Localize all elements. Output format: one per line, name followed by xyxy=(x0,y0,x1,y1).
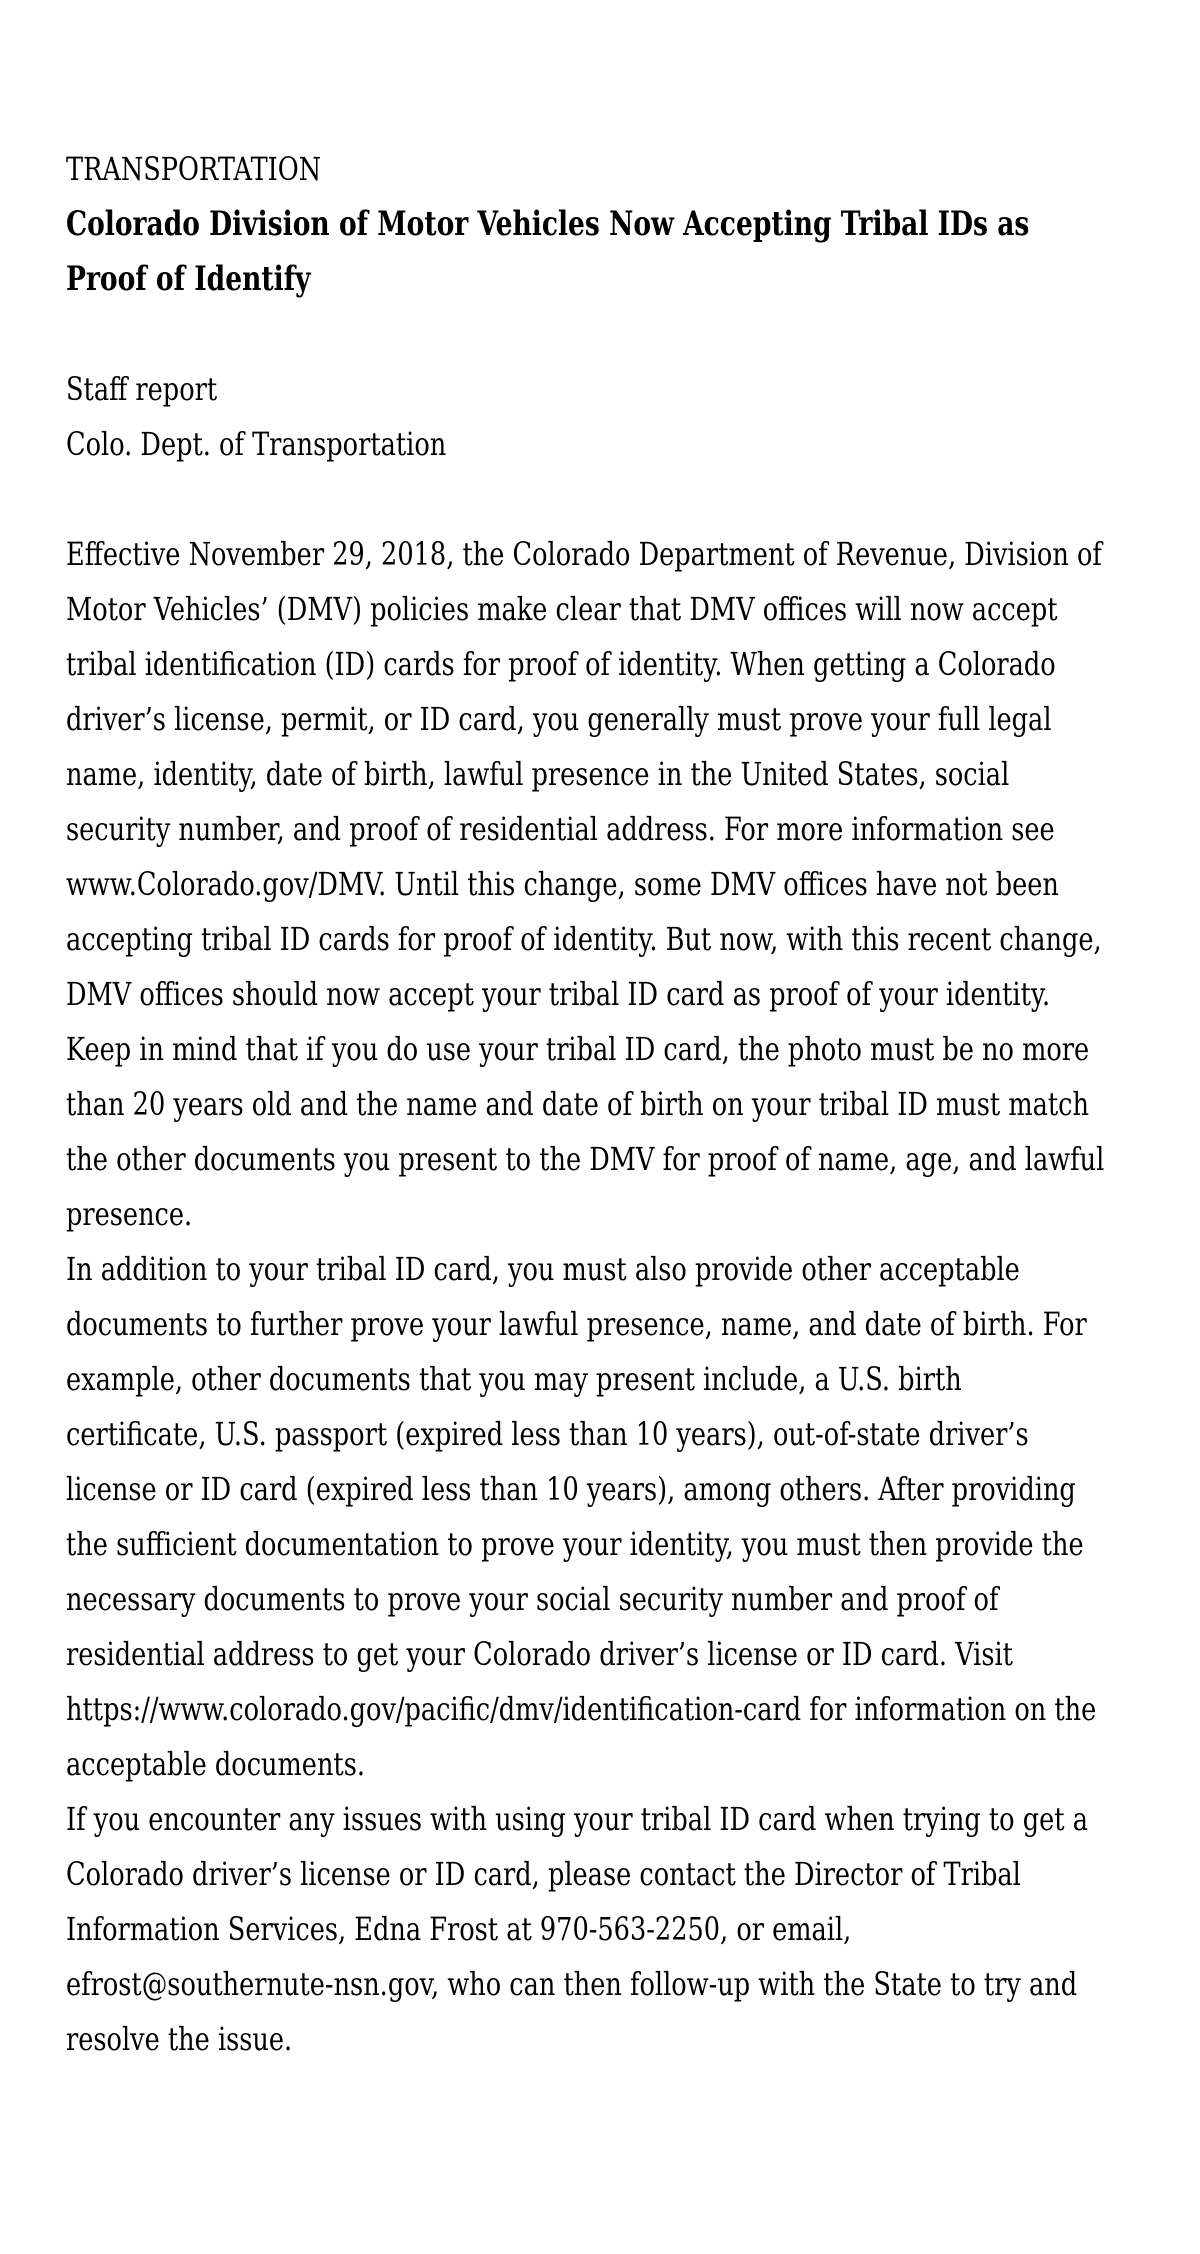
body-paragraph: In addition to your tribal ID card, you must also provide other acceptable documents to further prove your lawful presence, name, and date of birth. For example, other documents that you may present include, a U.S. birth certificate, U.S. passport (expired less than 10 years), out-of-state driver’s license or ID card (expired less than 10 years), among others. After providing the sufficient documentation to prove your identity, you must then provide the necessary documents to prove your social security number and proof of residential address to get your Colorado driver’s license or ID card. Visit https://www.colorado.gov/pacific/dmv/identification-card for information on the acceptable documents. xyxy=(66,1250,1097,1783)
byline-author: Staff report xyxy=(66,370,218,408)
byline-organization: Colo. Dept. of Transportation xyxy=(66,425,447,463)
section-label: TRANSPORTATION xyxy=(66,150,322,188)
body-paragraph: If you encounter any issues with using your tribal ID card when trying to get a Colorado driver’s license or ID card, please contact the Director of Tribal Information Services, Edna Frost at 970-563-2250, or email, efrost@southernute-nsn.gov, who can then follow-up with the State to try and resolve the issue. xyxy=(66,1800,1088,2058)
byline xyxy=(66,362,1106,472)
article-headline: Colorado Division of Motor Vehicles Now Accepting Tribal IDs as Proof of Identify xyxy=(66,204,1030,299)
article xyxy=(66,142,1106,2067)
body-paragraph: Effective November 29, 2018, the Colorado Department of Revenue, Division of Motor Vehicles’ (DMV) policies make clear that DMV offices will now accept tribal identification (ID) cards for proof of identity. When getting a Colorado driver’s license, permit, or ID card, you generally must prove your full legal name, identity, date of birth, lawful presence in the United States, social security number, and proof of residential address. For more information see www.Colorado.gov/DMV. Until this change, some DMV offices have not been accepting tribal ID cards for proof of identity. But now, with this recent change, DMV offices should now accept your tribal ID card as proof of your identity. Keep in mind that if you do use your tribal ID card, the photo must be no more than 20 years old and the name and date of birth on your tribal ID must match the other documents you present to the DMV for proof of name, age, and lawful presence. xyxy=(66,535,1105,1233)
article-body xyxy=(66,527,1106,2067)
